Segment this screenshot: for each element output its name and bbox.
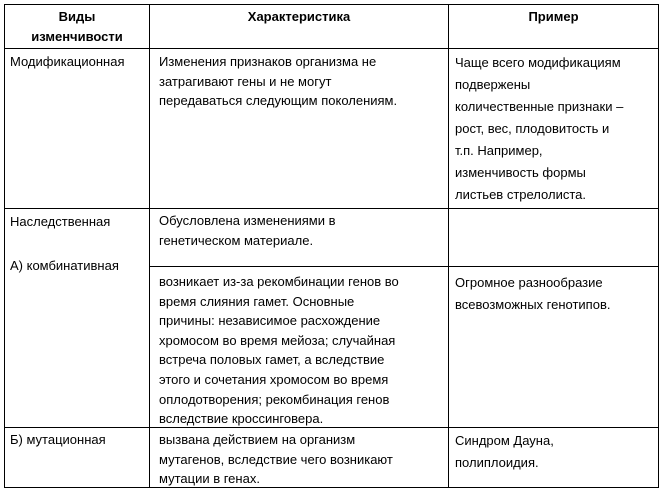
cell-text-line: передаваться следующим поколениям. <box>159 93 398 108</box>
col2-right-border <box>448 4 449 488</box>
row4-kind <box>10 430 106 450</box>
cell-text-line: встреча половых гамет, а вследствие <box>159 352 385 368</box>
cell-text-line: изменчивость формы <box>455 165 586 180</box>
row1-bottom-border <box>4 208 659 209</box>
cell-text-line: причины: независимое расхождение <box>159 313 381 329</box>
cell-text-line: Обусловлена изменениями в <box>159 213 336 228</box>
cell-text-line: Изменения признаков организма не <box>159 54 377 69</box>
cell-text-line: мутагенов, вследствие чего возникают <box>159 451 393 467</box>
cell-text-line: Синдром Дауна, <box>455 433 554 448</box>
header-characteristic <box>150 7 448 27</box>
cell-text-line: количественные признаки – <box>455 99 624 114</box>
cell-text-line: вызвана действием на организм <box>159 432 356 447</box>
table-border-top <box>4 4 659 5</box>
variability-table <box>4 4 659 488</box>
row2-kind <box>10 211 119 277</box>
cell-text-line: затрагивают гены и не могут <box>159 73 332 89</box>
cell-text-line: Виды <box>58 9 96 24</box>
row4-example <box>455 430 554 474</box>
cell-text-line: полиплоидия. <box>455 455 539 470</box>
cell-text-line: всевозможных генотипов. <box>455 297 611 312</box>
cell-text-line: Огромное разнообразие <box>455 275 603 290</box>
cell-text-line: т.п. Например, <box>455 143 543 158</box>
cell-text-line: вследствие кроссинговера. <box>159 411 324 427</box>
cell-text-line <box>10 233 119 255</box>
header-bottom-border <box>4 48 659 49</box>
row3-example <box>455 272 610 316</box>
cell-text-line: Пример <box>528 9 579 24</box>
cell-text-line: А) комбинативная <box>10 258 119 273</box>
cell-text-line: Характеристика <box>247 9 351 24</box>
row2-characteristic <box>159 211 336 250</box>
row4-characteristic <box>159 430 393 489</box>
cell-text-line: время слияния гамет. Основные <box>159 293 355 309</box>
cell-text-line: изменчивости <box>31 28 123 44</box>
cell-text-line: мутации в генах. <box>159 471 260 486</box>
table-border-left <box>4 4 5 488</box>
cell-text-line: Наследственная <box>10 214 111 229</box>
cell-text-line: листьев стрелолиста. <box>455 187 586 202</box>
row1-example <box>455 52 623 206</box>
row1-kind <box>10 52 125 72</box>
cell-text-line: хромосом во время мейоза; случайная <box>159 332 396 348</box>
col1-right-border <box>149 4 150 488</box>
row1-characteristic <box>159 52 397 111</box>
cell-text-line: этого и сочетания хромосом во время <box>159 371 389 387</box>
cell-text-line: оплодотворения; рекомбинация генов <box>159 391 390 407</box>
cell-text-line: возникает из-за рекомбинации генов во <box>159 274 399 289</box>
cell-text-line: генетическом материале. <box>159 232 314 248</box>
header-kind <box>5 7 149 46</box>
cell-text-line: рост, вес, плодовитость и <box>455 121 610 136</box>
row2-split-border <box>149 266 659 267</box>
cell-text-line: подвержены <box>455 77 531 92</box>
header-example <box>449 7 658 27</box>
table-border-right <box>658 4 659 488</box>
row3-characteristic <box>159 272 399 429</box>
cell-text-line: Б) мутационная <box>10 432 106 447</box>
cell-text-line: Модификационная <box>10 54 125 69</box>
cell-text-line: Чаще всего модификациям <box>455 55 621 70</box>
